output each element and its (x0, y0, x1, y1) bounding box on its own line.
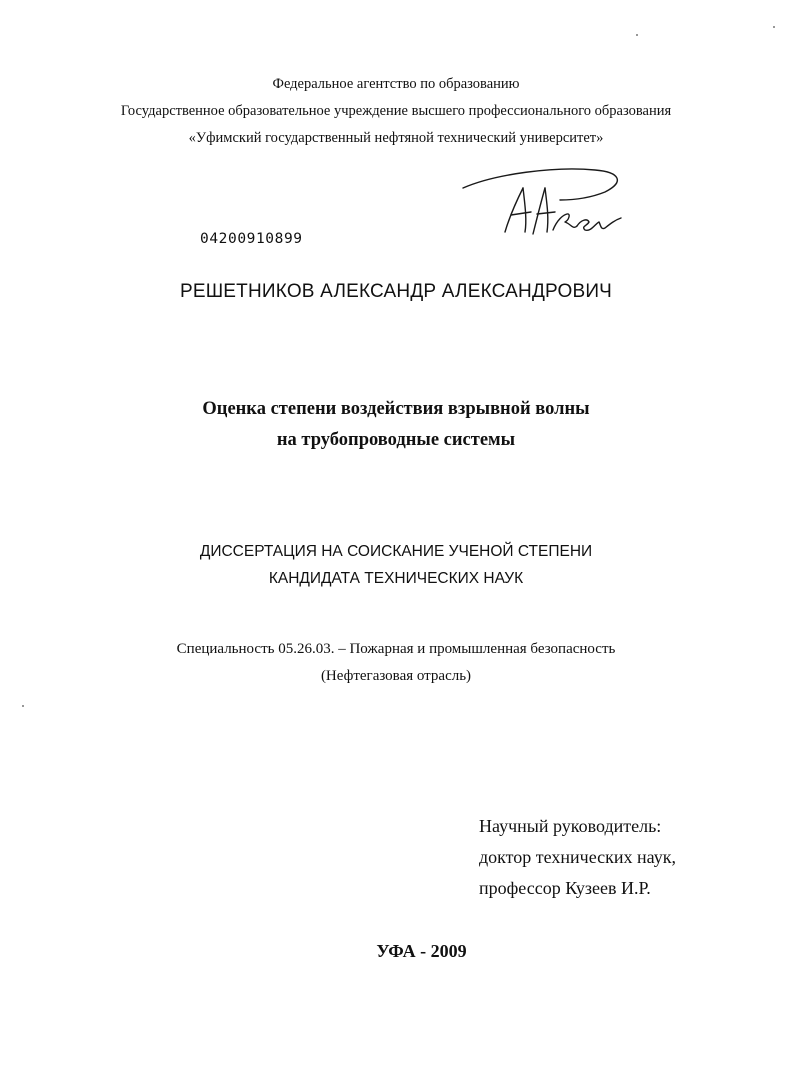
university-name: «Уфимский государственный нефтяной технический университет» (188, 130, 604, 146)
supervisor-label: Научный руководитель: (479, 816, 662, 836)
agency-name: Федеральное агентство по образованию (272, 76, 520, 92)
city-year: УФА - 2009 (376, 941, 467, 961)
degree-line-2: КАНДИДАТА ТЕХНИЧЕСКИХ НАУК (268, 570, 524, 587)
specialty-line-2: (Нефтегазовая отрасль) (320, 668, 472, 684)
scan-speck (22, 705, 24, 707)
author-name: РЕШЕТНИКОВ АЛЕКСАНДР АЛЕКСАНДРОВИЧ (179, 281, 613, 302)
degree-line-1: ДИССЕРТАЦИЯ НА СОИСКАНИЕ УЧЕНОЙ СТЕПЕНИ (199, 543, 593, 560)
specialty-line-1: Специальность 05.26.03. – Пожарная и промышленная безопасность (176, 641, 616, 657)
scan-speck (636, 34, 638, 36)
supervisor-degree: доктор технических наук, (479, 847, 676, 867)
dissertation-title-line-1: Оценка степени воздействия взрывной волны (202, 399, 590, 419)
catalog-number: 04200910899 (200, 231, 303, 247)
author-signature (455, 160, 630, 240)
scan-speck (773, 26, 775, 28)
supervisor-name: профессор Кузеев И.Р. (479, 878, 651, 898)
dissertation-title-line-2: на трубопроводные системы (276, 430, 516, 450)
institution-type: Государственное образовательное учреждение высшего профессионального образования (120, 103, 672, 119)
